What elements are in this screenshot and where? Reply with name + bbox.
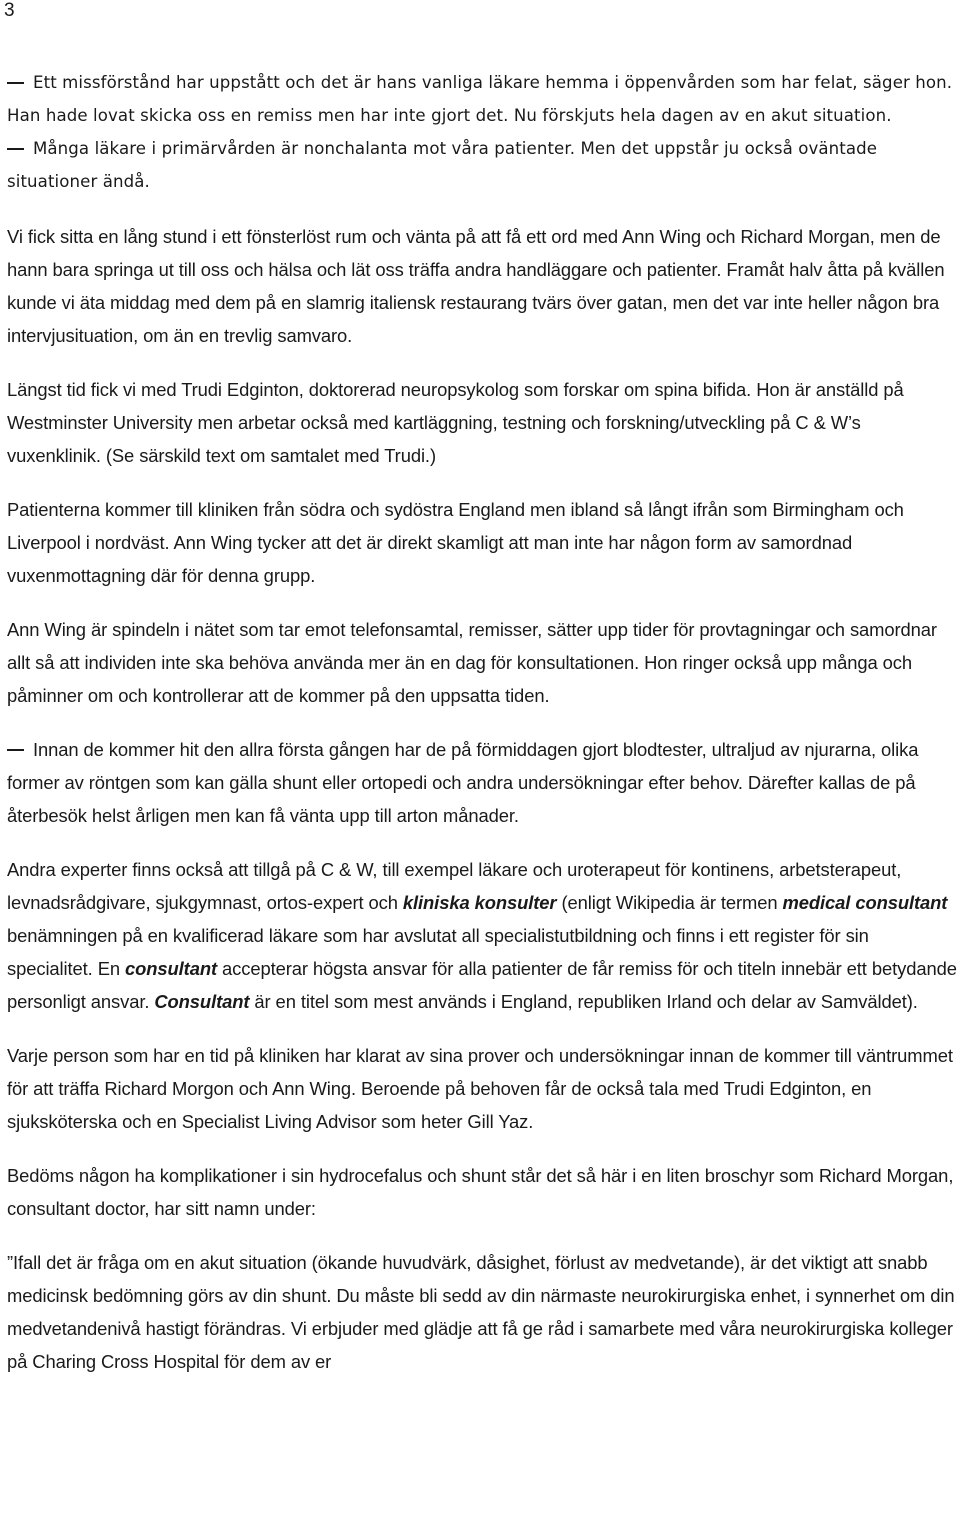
text-run: Andra experter finns också att tillgå på C & W, till exempel läkare och uroterapeut för kontinens, arbetsterapeut, levnadsrådgivare, sjukgymnast, ortos-expert och bbox=[7, 859, 902, 913]
text-run: (enligt Wikipedia är termen bbox=[556, 892, 783, 913]
paragraph-quote-1 bbox=[7, 66, 959, 132]
paragraph-waiting-room-visit: Varje person som har en tid på kliniken har klarat av sina prover och undersökningar innan de kommer till väntrummet för att träffa Richard Morgon och Ann Wing. Beroende på behoven får de också tala med Trudi Edginton, en sjuksköterska och en Specialist Living Advisor som heter Gill Yaz. bbox=[7, 1045, 953, 1132]
emphasis-term: medical consultant bbox=[782, 892, 948, 913]
em-dash bbox=[7, 148, 24, 150]
emphasis-term: kliniska konsulter bbox=[402, 892, 557, 913]
paragraph-text: Innan de kommer hit den allra första gången har de på förmiddagen gjort blodtester, ultraljud av njurarna, olika former av röntgen som kan gälla shunt eller ortopedi och andra undersökningar efter behov. Därefter kallas de på återbesök helst årligen men kan få vänta upp till arton månader. bbox=[7, 739, 919, 826]
em-dash bbox=[7, 82, 24, 84]
document-body bbox=[7, 66, 959, 1378]
text-run: benämningen på en kvalificerad läkare som har avslutat all specialistutbildning och finns i ett register för sin specialitet. En bbox=[7, 925, 869, 979]
paragraph-text: Ett missförstånd har uppstått och det är hans vanliga läkare hemma i öppenvården som har felat, säger hon. Han hade lovat skicka oss en remiss men har inte gjort det. Nu förskjuts hela dagen av en akut situation. bbox=[7, 73, 953, 125]
text-run: är en titel som mest används i England, republiken Irland och delar av Samväldet). bbox=[249, 991, 918, 1012]
paragraph-patients-origin: Patienterna kommer till kliniken från södra och sydöstra England men ibland så långt ifrån som Birmingham och Liverpool i nordväst. Ann Wing tycker att det är direkt skamligt att man inte har någon form av samordnad vuxenmottagning där för denna grupp. bbox=[7, 499, 904, 586]
paragraph-complications: Bedöms någon ha komplikationer i sin hydrocefalus och shunt står det så här i en liten broschyr som Richard Morgan, consultant doctor, har sitt namn under: bbox=[7, 1165, 954, 1219]
em-dash bbox=[7, 749, 24, 751]
paragraph-quote-3 bbox=[7, 733, 959, 832]
emphasis-term: Consultant bbox=[154, 991, 250, 1012]
paragraph-brochure-quote: ”Ifall det är fråga om en akut situation (ökande huvudvärk, dåsighet, förlust av medvetande), är det viktigt att snabb medicinsk bedömning görs av din shunt. Du måste bli sedd av din närmaste neurokirurgiska enhet, i synnerhet om din medvetandenivå hastigt förändras. Vi erbjuder med glädje att få ge råd i samarbete med våra neurokirurgiska kolleger på Charing Cross Hospital för dem av er bbox=[7, 1252, 955, 1372]
paragraph-trudi-edginton: Längst tid fick vi med Trudi Edginton, doktorerad neuropsykolog som forskar om spina bifida. Hon är anställd på Westminster University men arbetar också med kartläggning, testning och forskning/utveckling på C & W’s vuxenklinik. (Se särskild text om samtalet med Trudi.) bbox=[7, 379, 904, 466]
paragraph-text: Många läkare i primärvården är nonchalanta mot våra patienter. Men det uppstår ju också oväntade situationer ändå. bbox=[7, 139, 878, 191]
paragraph-quote-2 bbox=[7, 132, 959, 198]
paragraph-waiting-room: Vi fick sitta en lång stund i ett fönsterlöst rum och vänta på att få ett ord med Ann Wing och Richard Morgan, men de hann bara springa ut till oss och hälsa och lät oss träffa andra handläggare och patienter. Framåt halv åtta på kvällen kunde vi äta middag med dem på en slamrig italiensk restaurang tvärs över gatan, men det var inte heller någon bra intervjusituation, om än en trevlig samvaro. bbox=[7, 226, 945, 346]
page-number: 3 bbox=[4, 0, 15, 21]
emphasis-term: consultant bbox=[125, 958, 217, 979]
paragraph-ann-wing: Ann Wing är spindeln i nätet som tar emot telefonsamtal, remisser, sätter upp tider för provtagningar och samordnar allt så att individen inte ska behöva använda mer än en dag för konsultationen. Hon ringer också upp många och påminner om och kontrollerar att de kommer på den uppsatta tiden. bbox=[7, 619, 937, 706]
text-run: accepterar högsta ansvar för alla patienter de får remiss för och titeln innebär ett betydande personligt ansvar. bbox=[7, 958, 957, 1012]
paragraph-experts bbox=[7, 853, 959, 1018]
